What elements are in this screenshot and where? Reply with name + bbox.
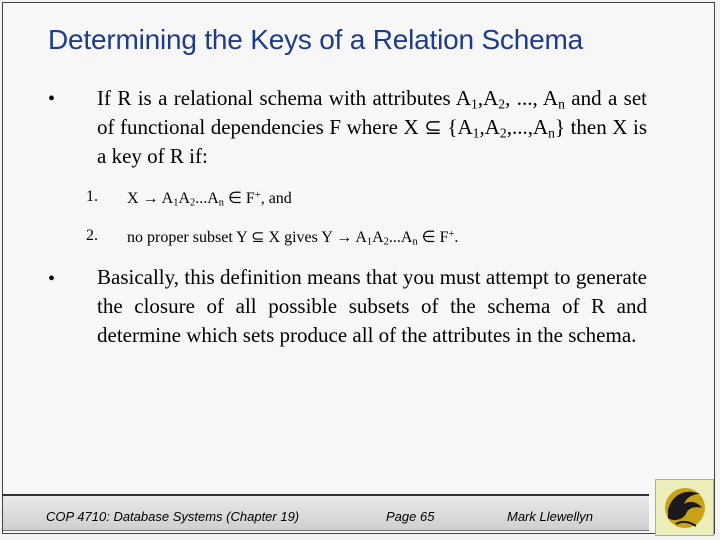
condition-number: 1.: [86, 188, 98, 205]
slide-title: Determining the Keys of a Relation Schema: [48, 24, 583, 55]
condition-number: 2.: [86, 227, 98, 244]
bullet-text-explanation: Basically, this definition means that you must attempt to generate the closure of all possible subsets of the schema of R and determine which sets produce all of the attributes in the schema.: [97, 265, 647, 347]
bullet-marker: •: [48, 268, 56, 290]
footer-course: COP 4710: Database Systems (Chapter 19): [46, 509, 300, 524]
bullet-marker: •: [48, 88, 56, 110]
footer-author: Mark Llewellyn: [507, 509, 593, 524]
condition-text: $X \to A_1A_2...A_n$ ∈ F+, and: [127, 189, 292, 209]
slide-footer: [0, 492, 720, 540]
ucf-pegasus-logo-icon: [655, 479, 714, 536]
bullet-text-definition: If R is a relational schema with attributes $A_1,A_2$, ..., $A_n$ and a set of functional dependencies F where X ⊆ $\{A_1,A_2,...,A_n\}$ then X is a key of R if:: [97, 86, 647, 168]
footer-page-number: Page 65: [386, 509, 435, 524]
condition-text: no proper subset Y ⊆ X gives $Y \to A_1A_2...A_n$ ∈ F+.: [127, 228, 459, 248]
